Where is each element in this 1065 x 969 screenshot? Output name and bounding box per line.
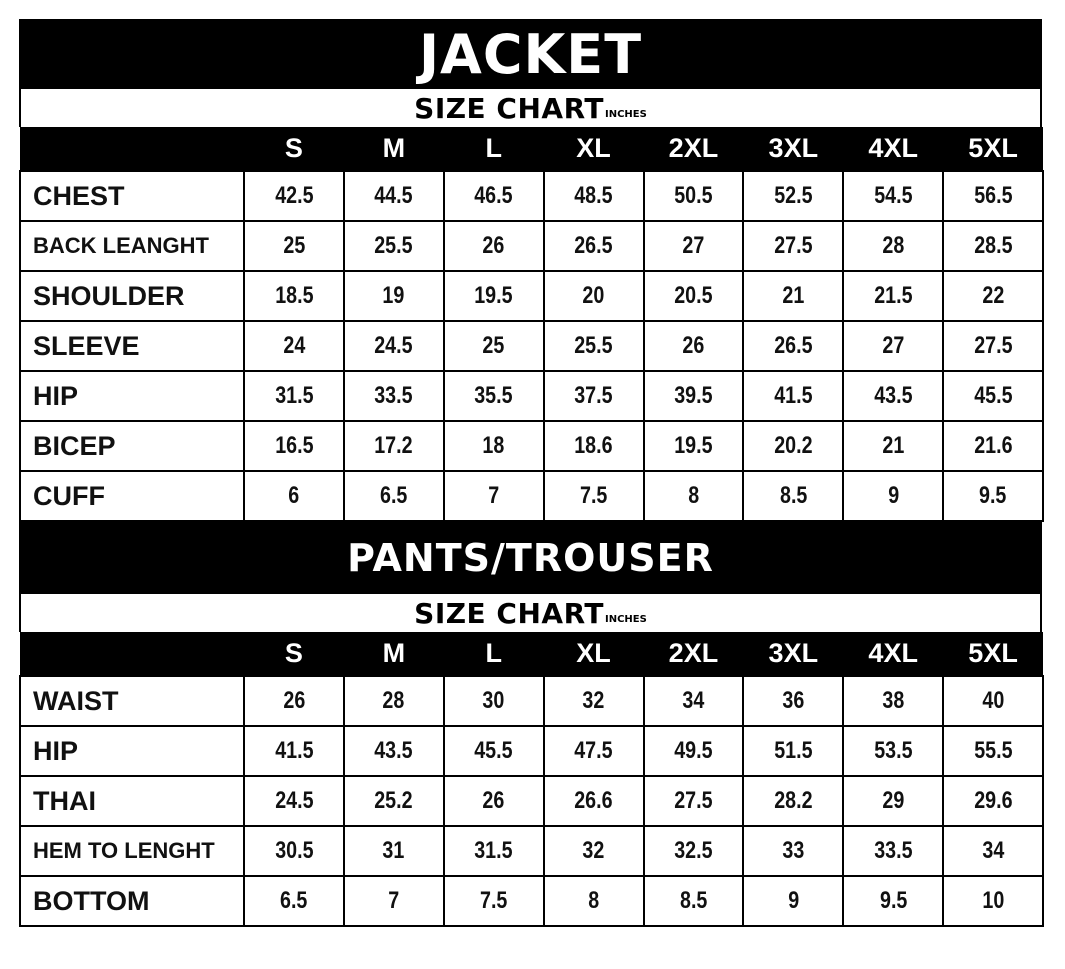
measurement-cell: [743, 876, 843, 926]
measurement-value: 39.5: [674, 382, 713, 409]
measurement-value: 9: [787, 887, 799, 914]
measurement-cell: [943, 221, 1043, 271]
measurement-cell: [344, 776, 444, 826]
measurement-value: 45.5: [474, 737, 513, 764]
table-row: [20, 421, 1043, 471]
row-label: SHOULDER: [20, 271, 244, 321]
measurement-cell: [943, 876, 1043, 926]
measurement-cell: [244, 676, 344, 726]
measurement-value: 27: [682, 232, 705, 259]
measurement-value: 33: [782, 837, 805, 864]
measurement-cell: [444, 876, 544, 926]
jacket-size-header: 2XL: [644, 127, 744, 171]
table-row: [20, 271, 1043, 321]
measurement-cell: [344, 321, 444, 371]
pants-size-header: 5XL: [943, 632, 1043, 676]
table-row: [20, 826, 1043, 876]
measurement-value: 25.2: [374, 787, 413, 814]
measurement-value: 21.6: [973, 432, 1013, 459]
measurement-cell: [544, 776, 644, 826]
table-row: [20, 676, 1043, 726]
measurement-cell: [843, 271, 943, 321]
jacket-header-blank: [20, 127, 244, 171]
measurement-value: 7: [488, 482, 500, 509]
measurement-value: 53.5: [874, 737, 913, 764]
measurement-value: 40: [982, 687, 1005, 714]
measurement-value: 49.5: [674, 737, 713, 764]
measurement-value: 38: [882, 687, 905, 714]
measurement-cell: [444, 421, 544, 471]
measurement-cell: [644, 776, 744, 826]
measurement-value: 26.5: [574, 232, 613, 259]
table-row: [20, 726, 1043, 776]
measurement-cell: [444, 776, 544, 826]
measurement-value: 21: [882, 432, 905, 459]
measurement-value: 9.5: [879, 887, 907, 914]
measurement-cell: [743, 676, 843, 726]
measurement-cell: [444, 171, 544, 221]
measurement-cell: [843, 221, 943, 271]
measurement-cell: [644, 826, 744, 876]
table-row: [20, 776, 1043, 826]
table-row: [20, 221, 1043, 271]
table-row: [20, 876, 1043, 926]
measurement-cell: [544, 271, 644, 321]
measurement-cell: [943, 471, 1043, 521]
measurement-value: 46.5: [474, 182, 513, 209]
table-row: [20, 321, 1043, 371]
pants-unit: INCHES: [604, 613, 647, 625]
pants-size-header-row: [20, 632, 1043, 676]
measurement-cell: [444, 321, 544, 371]
measurement-cell: [444, 676, 544, 726]
measurement-value: 26: [682, 332, 705, 359]
measurement-value: 32: [582, 837, 605, 864]
measurement-cell: [843, 321, 943, 371]
measurement-value: 29: [882, 787, 905, 814]
row-label: WAIST: [20, 676, 244, 726]
measurement-value: 27.5: [674, 787, 713, 814]
measurement-cell: [544, 471, 644, 521]
measurement-value: 7.5: [579, 482, 608, 509]
measurement-cell: [244, 321, 344, 371]
measurement-value: 6: [288, 482, 300, 509]
measurement-value: 7: [388, 887, 400, 914]
measurement-cell: [544, 676, 644, 726]
pants-size-header: M: [344, 632, 444, 676]
measurement-cell: [344, 371, 444, 421]
size-chart-sheet: [19, 19, 1042, 927]
measurement-cell: [843, 371, 943, 421]
jacket-size-header: S: [244, 127, 344, 171]
measurement-value: 8.5: [679, 887, 708, 914]
measurement-value: 9.5: [979, 482, 1007, 509]
measurement-cell: [344, 471, 444, 521]
measurement-cell: [544, 421, 644, 471]
jacket-subtitle-bar: [19, 89, 1042, 127]
row-label: HEM TO LENGHT: [20, 826, 244, 876]
measurement-value: 25.5: [574, 332, 613, 359]
measurement-cell: [743, 421, 843, 471]
pants-title: PANTS/TROUSER: [19, 522, 1042, 594]
measurement-cell: [644, 271, 744, 321]
jacket-size-header: L: [444, 127, 544, 171]
measurement-value: 30.5: [274, 837, 314, 864]
measurement-value: 32.5: [674, 837, 713, 864]
jacket-size-header: M: [344, 127, 444, 171]
measurement-value: 20.2: [774, 432, 813, 459]
jacket-table-body: [20, 171, 1043, 521]
measurement-value: 24.5: [374, 332, 413, 359]
measurement-cell: [444, 271, 544, 321]
measurement-value: 20.5: [674, 282, 713, 309]
measurement-cell: [444, 221, 544, 271]
measurement-value: 34: [982, 837, 1005, 864]
measurement-cell: [544, 221, 644, 271]
measurement-value: 28.2: [774, 787, 813, 814]
measurement-cell: [743, 371, 843, 421]
measurement-value: 51.5: [774, 737, 813, 764]
measurement-cell: [344, 221, 444, 271]
measurement-value: 25: [282, 232, 305, 259]
measurement-value: 31: [382, 837, 405, 864]
measurement-cell: [843, 826, 943, 876]
measurement-cell: [743, 271, 843, 321]
measurement-value: 43.5: [874, 382, 913, 409]
measurement-cell: [544, 371, 644, 421]
jacket-section: [19, 19, 1042, 522]
measurement-cell: [843, 726, 943, 776]
jacket-size-header: 4XL: [843, 127, 943, 171]
measurement-cell: [244, 826, 344, 876]
measurement-value: 27.5: [973, 332, 1013, 359]
jacket-size-header: 3XL: [743, 127, 843, 171]
measurement-cell: [244, 776, 344, 826]
measurement-value: 27.5: [774, 232, 813, 259]
measurement-value: 30: [482, 687, 505, 714]
measurement-value: 25.5: [374, 232, 413, 259]
measurement-cell: [544, 876, 644, 926]
jacket-size-header-row: [20, 127, 1043, 171]
measurement-cell: [743, 321, 843, 371]
measurement-value: 37.5: [574, 382, 613, 409]
row-label: THAI: [20, 776, 244, 826]
measurement-value: 45.5: [973, 382, 1013, 409]
measurement-cell: [644, 221, 744, 271]
measurement-value: 31.5: [274, 382, 314, 409]
measurement-value: 19.5: [474, 282, 513, 309]
measurement-value: 19.5: [674, 432, 713, 459]
measurement-cell: [644, 676, 744, 726]
measurement-cell: [244, 421, 344, 471]
measurement-value: 20: [582, 282, 605, 309]
table-row: [20, 371, 1043, 421]
pants-size-header: 4XL: [843, 632, 943, 676]
measurement-cell: [344, 876, 444, 926]
measurement-cell: [943, 776, 1043, 826]
pants-size-header: L: [444, 632, 544, 676]
table-row: [20, 171, 1043, 221]
measurement-value: 47.5: [574, 737, 613, 764]
measurement-cell: [644, 876, 744, 926]
measurement-cell: [444, 371, 544, 421]
measurement-value: 28: [382, 687, 405, 714]
measurement-cell: [943, 321, 1043, 371]
row-label: BACK LEANGHT: [20, 221, 244, 271]
measurement-cell: [943, 271, 1043, 321]
measurement-cell: [943, 371, 1043, 421]
row-label: BOTTOM: [20, 876, 244, 926]
measurement-value: 22: [982, 282, 1005, 309]
measurement-cell: [743, 221, 843, 271]
row-label: BICEP: [20, 421, 244, 471]
measurement-value: 21.5: [874, 282, 913, 309]
measurement-cell: [344, 171, 444, 221]
measurement-cell: [444, 471, 544, 521]
measurement-cell: [644, 321, 744, 371]
pants-table-body: [20, 676, 1043, 926]
measurement-cell: [843, 421, 943, 471]
measurement-cell: [444, 726, 544, 776]
measurement-cell: [244, 471, 344, 521]
pants-size-header: S: [244, 632, 344, 676]
jacket-size-header: XL: [544, 127, 644, 171]
row-label: HIP: [20, 371, 244, 421]
measurement-value: 36: [782, 687, 805, 714]
measurement-cell: [743, 171, 843, 221]
jacket-size-header: 5XL: [943, 127, 1043, 171]
measurement-cell: [943, 171, 1043, 221]
jacket-unit: INCHES: [604, 108, 647, 120]
measurement-value: 9: [887, 482, 899, 509]
jacket-title: JACKET: [19, 19, 1042, 89]
measurement-value: 26: [482, 232, 505, 259]
measurement-value: 26.5: [774, 332, 813, 359]
measurement-cell: [743, 776, 843, 826]
pants-size-header: XL: [544, 632, 644, 676]
measurement-value: 19: [382, 282, 405, 309]
measurement-value: 29.6: [973, 787, 1013, 814]
row-label: HIP: [20, 726, 244, 776]
row-label: SLEEVE: [20, 321, 244, 371]
measurement-value: 17.2: [374, 432, 413, 459]
measurement-value: 54.5: [874, 182, 913, 209]
measurement-value: 41.5: [274, 737, 314, 764]
measurement-cell: [344, 271, 444, 321]
measurement-cell: [743, 471, 843, 521]
measurement-cell: [344, 676, 444, 726]
measurement-cell: [344, 726, 444, 776]
measurement-value: 8: [588, 887, 600, 914]
row-label: CUFF: [20, 471, 244, 521]
measurement-value: 26: [482, 787, 505, 814]
measurement-value: 43.5: [374, 737, 413, 764]
measurement-cell: [843, 471, 943, 521]
measurement-value: 6.5: [280, 887, 308, 914]
measurement-cell: [644, 421, 744, 471]
pants-size-table: [19, 632, 1044, 927]
pants-subtitle: SIZE CHART: [414, 596, 604, 630]
measurement-cell: [244, 371, 344, 421]
measurement-value: 41.5: [774, 382, 813, 409]
measurement-cell: [244, 171, 344, 221]
measurement-cell: [943, 676, 1043, 726]
measurement-cell: [644, 471, 744, 521]
measurement-value: 7.5: [480, 887, 508, 914]
measurement-cell: [843, 676, 943, 726]
measurement-cell: [843, 876, 943, 926]
measurement-cell: [544, 171, 644, 221]
measurement-value: 24: [282, 332, 305, 359]
pants-size-header: 3XL: [743, 632, 843, 676]
measurement-value: 55.5: [973, 737, 1013, 764]
measurement-value: 35.5: [474, 382, 513, 409]
measurement-value: 21: [782, 282, 805, 309]
measurement-value: 25: [482, 332, 505, 359]
measurement-value: 52.5: [774, 182, 813, 209]
measurement-value: 32: [582, 687, 605, 714]
measurement-value: 24.5: [274, 787, 314, 814]
measurement-value: 18.6: [574, 432, 613, 459]
measurement-value: 26: [282, 687, 305, 714]
measurement-cell: [943, 726, 1043, 776]
measurement-cell: [943, 826, 1043, 876]
measurement-value: 16.5: [274, 432, 314, 459]
measurement-value: 33.5: [874, 837, 913, 864]
pants-subtitle-bar: [19, 594, 1042, 632]
measurement-cell: [843, 776, 943, 826]
measurement-value: 28: [882, 232, 905, 259]
measurement-value: 8: [687, 482, 699, 509]
measurement-value: 18: [482, 432, 505, 459]
measurement-cell: [344, 421, 444, 471]
table-row: [20, 471, 1043, 521]
measurement-value: 33.5: [374, 382, 413, 409]
measurement-value: 27: [882, 332, 905, 359]
measurement-cell: [444, 826, 544, 876]
measurement-value: 56.5: [973, 182, 1013, 209]
measurement-value: 50.5: [674, 182, 713, 209]
measurement-cell: [644, 371, 744, 421]
jacket-size-table: [19, 127, 1044, 522]
jacket-subtitle: SIZE CHART: [414, 91, 604, 125]
measurement-cell: [644, 726, 744, 776]
pants-size-header: 2XL: [644, 632, 744, 676]
measurement-cell: [544, 826, 644, 876]
measurement-cell: [244, 271, 344, 321]
measurement-value: 6.5: [380, 482, 408, 509]
pants-header-blank: [20, 632, 244, 676]
measurement-cell: [244, 726, 344, 776]
measurement-cell: [743, 726, 843, 776]
measurement-cell: [743, 826, 843, 876]
measurement-cell: [544, 321, 644, 371]
measurement-value: 48.5: [574, 182, 613, 209]
pants-section: [19, 522, 1042, 927]
measurement-value: 18.5: [274, 282, 314, 309]
measurement-cell: [943, 421, 1043, 471]
measurement-cell: [244, 876, 344, 926]
measurement-value: 10: [982, 887, 1005, 914]
measurement-cell: [544, 726, 644, 776]
measurement-value: 8.5: [779, 482, 807, 509]
measurement-value: 34: [682, 687, 705, 714]
measurement-cell: [244, 221, 344, 271]
measurement-value: 31.5: [474, 837, 513, 864]
measurement-cell: [344, 826, 444, 876]
measurement-cell: [843, 171, 943, 221]
measurement-value: 28.5: [973, 232, 1013, 259]
measurement-cell: [644, 171, 744, 221]
measurement-value: 44.5: [374, 182, 413, 209]
measurement-value: 42.5: [274, 182, 314, 209]
measurement-value: 26.6: [574, 787, 613, 814]
row-label: CHEST: [20, 171, 244, 221]
